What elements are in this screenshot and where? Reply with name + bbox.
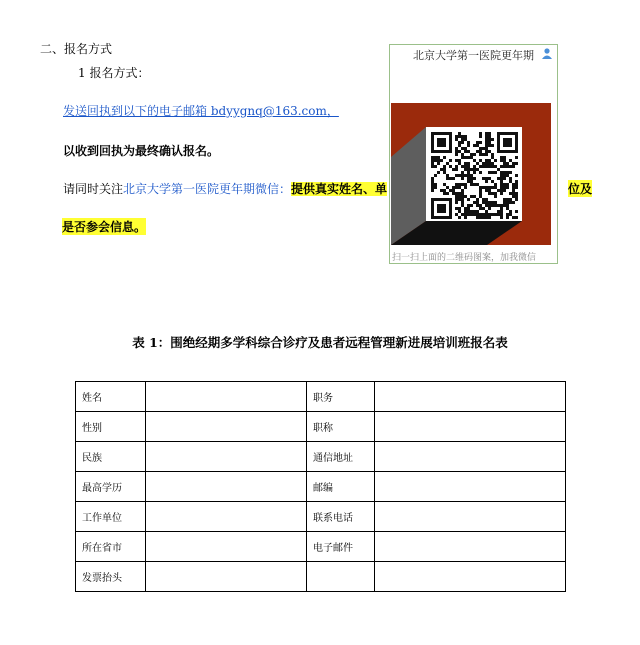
highlight-text-1: 提供真实姓名、单 [291,182,388,196]
label-cell: 姓名 [76,382,146,412]
table-row [76,442,566,472]
input-cell-gender[interactable] [146,412,307,442]
section-heading: 二、报名方式 [40,42,113,56]
input-cell-title[interactable] [375,412,566,442]
wechat-prefix: 请同时关注 [63,182,124,196]
label-cell: 最高学历 [76,472,146,502]
label-cell: 电子邮件 [307,532,375,562]
table-row [76,412,566,442]
sub-heading: 1 报名方式： [78,66,150,80]
label-cell: 职务 [307,382,375,412]
person-icon [541,47,553,59]
label-cell: 民族 [76,442,146,472]
label-cell: 联系电话 [307,502,375,532]
label-cell: 发票抬头 [76,562,146,592]
table-caption: 表 1：围绝经期多学科综合诊疗及患者远程管理新进展培训班报名表 [132,335,508,350]
input-cell-education[interactable] [146,472,307,502]
table-row [76,502,566,532]
label-cell: 邮编 [307,472,375,502]
input-cell-phone[interactable] [375,502,566,532]
confirm-line: 以收到回执为最终确认报名。 [63,144,220,158]
table-row [76,472,566,502]
input-cell-province[interactable] [146,532,307,562]
empty-cell [307,562,375,592]
qr-title: 北京大学第一医院更年期 [413,49,534,62]
input-cell-postcode[interactable] [375,472,566,502]
empty-input-cell[interactable] [375,562,566,592]
wechat-line [63,180,387,197]
label-cell: 性别 [76,412,146,442]
label-cell: 职称 [307,412,375,442]
input-cell-position[interactable] [375,382,566,412]
input-cell-ethnicity[interactable] [146,442,307,472]
wechat-name: 北京大学第一医院更年期微信： [123,182,292,196]
input-cell-invoice[interactable] [146,562,307,592]
registration-table [75,381,566,592]
qr-caption: 扫一扫上面的二维码图案，加我微信 [392,253,537,263]
highlight-text-3: 是否参会信息。 [62,220,147,234]
label-cell: 所在省市 [76,532,146,562]
email-link[interactable]: 发送回执到以下的电子邮箱 bdyygnq@163.com， [63,104,339,118]
input-cell-employer[interactable] [146,502,307,532]
qr-card[interactable] [389,44,558,264]
label-cell: 工作单位 [76,502,146,532]
table-row [76,532,566,562]
qr-code-image [391,103,551,245]
highlight-text-2: 位及 [568,182,593,196]
input-cell-address[interactable] [375,442,566,472]
table-row [76,562,566,592]
table-row [76,382,566,412]
input-cell-email[interactable] [375,532,566,562]
input-cell-name[interactable] [146,382,307,412]
label-cell: 通信地址 [307,442,375,472]
